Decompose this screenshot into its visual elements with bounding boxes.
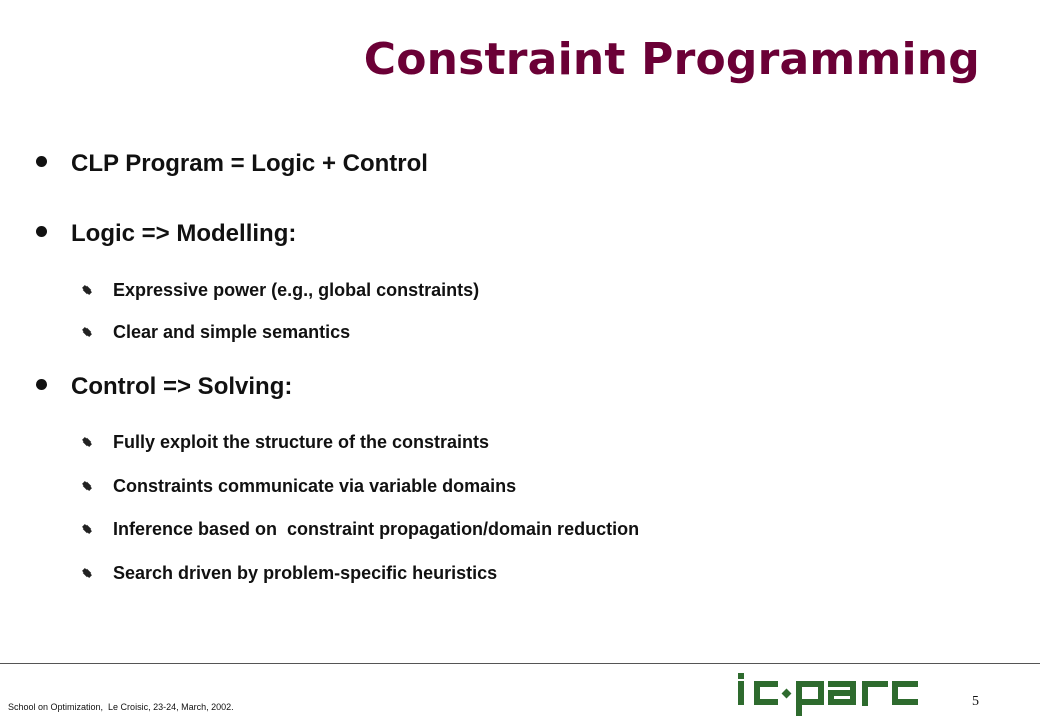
sub-bullet-text: Constraints communicate via variable domains bbox=[113, 476, 517, 496]
diamond-bullet-icon bbox=[81, 523, 95, 537]
bullet-text: CLP Program = Logic + Control bbox=[71, 150, 428, 177]
bullet-dot-icon bbox=[36, 226, 47, 237]
slide-title: Constraint Programming bbox=[363, 34, 980, 85]
sub-bullet-item bbox=[81, 280, 479, 301]
bullet-text: Control => Solving: bbox=[71, 373, 293, 400]
sub-bullet-item bbox=[81, 476, 516, 497]
diamond-bullet-icon bbox=[81, 567, 95, 581]
sub-bullet-text: Clear and simple semantics bbox=[113, 322, 351, 342]
bullet-item bbox=[36, 373, 292, 401]
sub-bullet-item bbox=[81, 563, 497, 584]
diamond-bullet-icon bbox=[81, 326, 95, 340]
footer-divider bbox=[0, 663, 1040, 664]
footer-caption: School on Optimization, Le Croisic, 23-24, March, 2002. bbox=[8, 702, 234, 712]
sub-bullet-text: Inference based on constraint propagation/domain reduction bbox=[113, 519, 640, 539]
sub-bullet-item bbox=[81, 519, 639, 540]
sub-bullet-text: Expressive power (e.g., global constraints) bbox=[113, 280, 480, 300]
diamond-bullet-icon bbox=[81, 480, 95, 494]
diamond-bullet-icon bbox=[81, 284, 95, 298]
bullet-dot-icon bbox=[36, 156, 47, 167]
bullet-dot-icon bbox=[36, 379, 47, 390]
sub-bullet-item bbox=[81, 322, 350, 343]
sub-bullet-text: Search driven by problem-specific heuristics bbox=[113, 563, 498, 583]
ic-parc-logo bbox=[735, 672, 945, 716]
page-number: 5 bbox=[972, 694, 979, 709]
sub-bullet-text: Fully exploit the structure of the constraints bbox=[113, 432, 490, 452]
bullet-text: Logic => Modelling: bbox=[71, 220, 297, 247]
diamond-bullet-icon bbox=[81, 436, 95, 450]
bullet-item bbox=[36, 150, 428, 178]
sub-bullet-item bbox=[81, 432, 489, 453]
bullet-item bbox=[36, 220, 296, 248]
